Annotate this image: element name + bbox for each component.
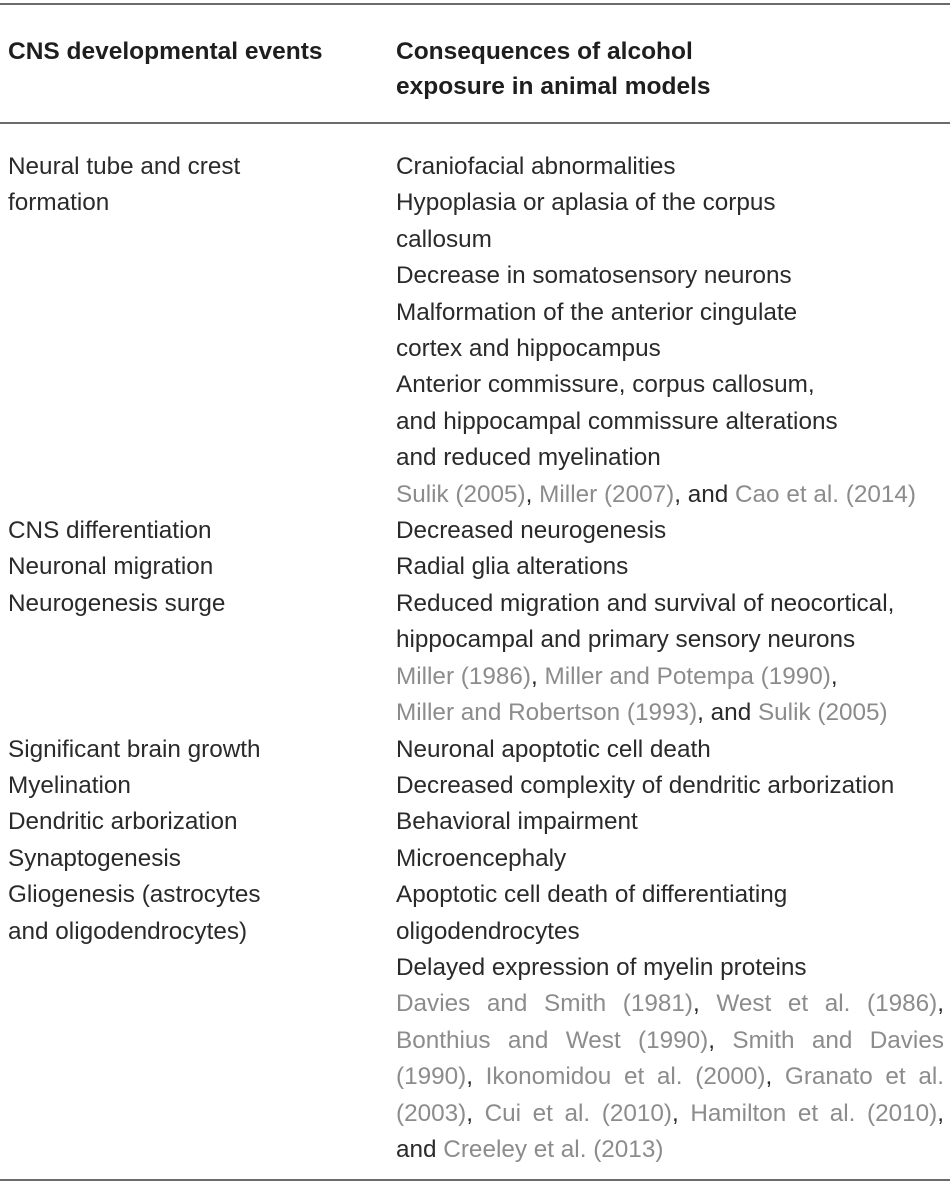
event-text: Neuronal migration bbox=[8, 553, 214, 581]
event-text: formation bbox=[8, 189, 110, 217]
consequence-text: Hypoplasia or aplasia of the corpus bbox=[396, 189, 776, 217]
consequence-text: Reduced migration and survival of neocortical, bbox=[396, 589, 895, 617]
event-text: Neurogenesis surge bbox=[8, 589, 226, 617]
consequence-text: Delayed expression of myelin proteins bbox=[396, 953, 807, 981]
citation-separator: , bbox=[525, 480, 540, 508]
event-text: Neural tube and crest bbox=[8, 153, 241, 180]
table-row bbox=[0, 732, 950, 1169]
citation-separator: , bbox=[692, 990, 717, 1018]
consequence-text: and hippocampal commissure alterations bbox=[396, 407, 838, 435]
event-text: Myelination bbox=[8, 771, 131, 799]
consequence-text: Anterior commissure, corpus callosum, bbox=[396, 371, 815, 399]
event-text: and oligodendrocytes) bbox=[8, 917, 248, 945]
citation-separator: , bbox=[466, 1099, 485, 1127]
citation-link[interactable]: Miller (2007) bbox=[539, 480, 675, 508]
citation-separator: , bbox=[466, 1063, 486, 1091]
events-cell bbox=[8, 732, 378, 950]
citation-link[interactable]: Davies and Smith (1981) bbox=[396, 990, 693, 1018]
table-header-rule bbox=[0, 122, 950, 124]
consequence-text: and reduced myelination bbox=[396, 444, 661, 472]
consequences-cell bbox=[396, 149, 944, 513]
table-row bbox=[0, 513, 950, 731]
consequence-text: Behavioral impairment bbox=[396, 808, 638, 836]
citation-separator: , and bbox=[674, 480, 735, 508]
citation-link[interactable]: Smith and Davies (1990) bbox=[396, 1026, 944, 1091]
consequence-text: Radial glia alterations bbox=[396, 553, 629, 581]
table-header bbox=[0, 34, 950, 114]
consequence-text: Decreased complexity of dendritic arborization bbox=[396, 771, 895, 799]
consequence-text: cortex and hippocampus bbox=[396, 335, 661, 363]
header-cns-events: CNS developmental events bbox=[8, 38, 323, 65]
reference-paragraph bbox=[396, 986, 944, 1168]
events-cell bbox=[8, 149, 378, 222]
consequences-cell bbox=[396, 732, 944, 1169]
header-consequences-line1: Consequences of alcohol bbox=[396, 38, 693, 65]
citation-link[interactable]: Cao et al. (2014) bbox=[735, 480, 916, 508]
event-text: Dendritic arborization bbox=[8, 808, 238, 836]
citation-link[interactable]: Hamilton et al. (2010) bbox=[690, 1099, 938, 1127]
citation-link[interactable]: Sulik (2005) bbox=[757, 699, 888, 727]
citation-separator: , and bbox=[697, 699, 758, 727]
event-text: Gliogenesis (astrocytes bbox=[8, 881, 261, 909]
header-consequences bbox=[396, 34, 816, 104]
consequences-cell bbox=[396, 513, 944, 731]
citation-separator: , bbox=[531, 662, 545, 690]
citation-link[interactable]: Miller (1986) bbox=[396, 662, 532, 690]
citation-separator: , bbox=[708, 1026, 733, 1054]
consequence-text: Decreased neurogenesis bbox=[396, 517, 667, 545]
consequence-text: oligodendrocytes bbox=[396, 917, 580, 945]
consequence-text: Decrease in somatosensory neurons bbox=[396, 262, 792, 290]
table-bottom-rule bbox=[0, 1179, 950, 1181]
citation-link[interactable]: Bonthius and West (1990) bbox=[396, 1026, 709, 1054]
citation-separator: , bbox=[937, 990, 944, 1018]
citation-link[interactable]: West et al. (1986) bbox=[716, 990, 938, 1018]
table-row bbox=[0, 149, 950, 513]
reference-line bbox=[396, 477, 944, 513]
event-text: Synaptogenesis bbox=[8, 844, 181, 872]
citation-link[interactable]: Miller and Robertson (1993) bbox=[396, 699, 698, 727]
consequence-text: callosum bbox=[396, 225, 492, 253]
header-consequences-line2: exposure in animal models bbox=[396, 73, 711, 100]
citation-separator: , and bbox=[396, 1099, 944, 1163]
citation-link[interactable]: Creeley et al. (2013) bbox=[443, 1135, 664, 1163]
table-body bbox=[0, 149, 950, 1168]
consequence-text: Malformation of the anterior cingulate bbox=[396, 298, 798, 326]
citation-link[interactable]: Ikonomidou et al. (2000) bbox=[485, 1063, 766, 1091]
citation-link[interactable]: Sulik (2005) bbox=[396, 480, 526, 508]
citation-separator: , bbox=[672, 1099, 691, 1127]
consequence-text: hippocampal and primary sensory neurons bbox=[396, 626, 856, 654]
event-text: CNS differentiation bbox=[8, 517, 212, 545]
citation-link[interactable]: Miller and Potempa (1990) bbox=[544, 662, 831, 690]
citation-separator: , bbox=[830, 662, 838, 690]
consequence-text: Neuronal apoptotic cell death bbox=[396, 735, 711, 763]
reference-line bbox=[396, 695, 944, 731]
events-cell bbox=[8, 513, 378, 622]
reference-line bbox=[396, 659, 944, 695]
citation-link[interactable]: Cui et al. (2010) bbox=[484, 1099, 673, 1127]
table-top-rule bbox=[0, 3, 950, 5]
event-text: Significant brain growth bbox=[8, 735, 261, 763]
citation-link[interactable]: Granato et al. (2003) bbox=[396, 1063, 944, 1127]
consequence-text: Apoptotic cell death of differentiating bbox=[396, 881, 788, 909]
consequence-text: Craniofacial abnormalities bbox=[396, 153, 676, 180]
consequence-text: Microencephaly bbox=[396, 844, 567, 872]
citation-separator: , bbox=[765, 1063, 785, 1091]
